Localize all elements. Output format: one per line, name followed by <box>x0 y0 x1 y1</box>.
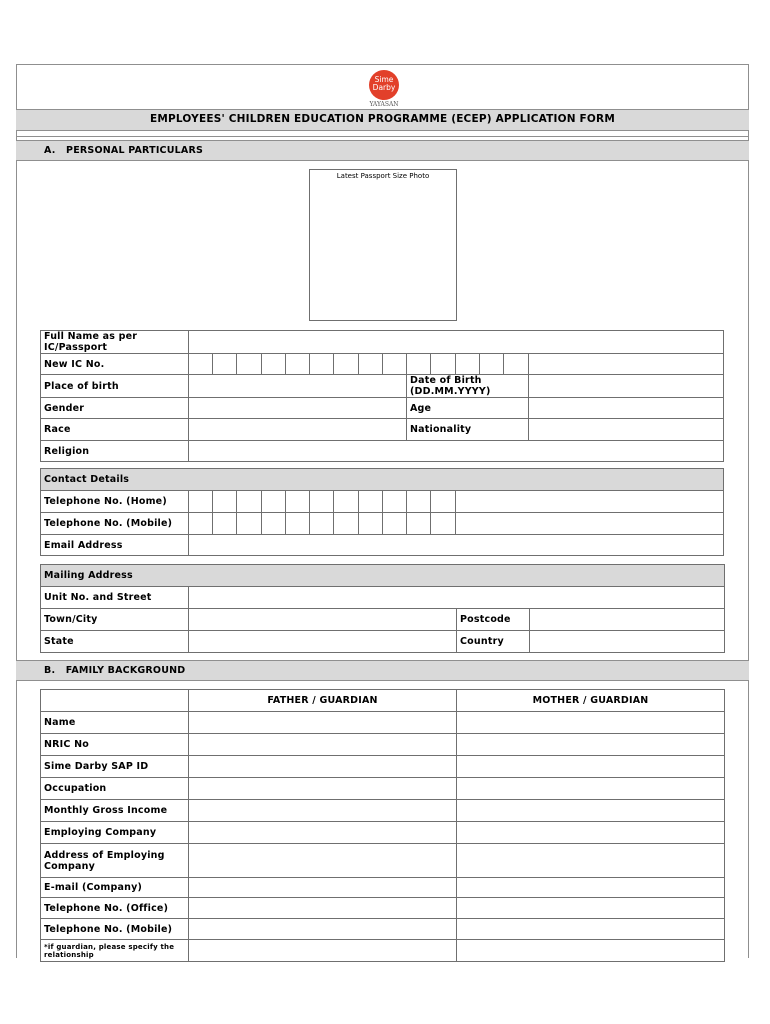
divider <box>16 136 749 137</box>
phone-digit-box[interactable] <box>407 513 431 535</box>
phone-digit-box[interactable] <box>334 491 359 513</box>
father-mobile-field[interactable] <box>189 919 457 940</box>
mother-relationship-field[interactable] <box>457 940 725 962</box>
father-company-address-field[interactable] <box>189 844 457 878</box>
row-label: Name <box>41 712 189 734</box>
gender-field[interactable] <box>189 398 407 419</box>
tel-mobile-blank <box>456 513 724 535</box>
form-title: EMPLOYEES' CHILDREN EDUCATION PROGRAMME (ECEP) APPLICATION FORM <box>149 113 615 125</box>
row-label: Employing Company <box>41 822 189 844</box>
town-city-label: Town/City <box>41 609 189 631</box>
mother-income-field[interactable] <box>457 800 725 822</box>
photo-label: Latest Passport Size Photo <box>336 172 430 180</box>
ic-digit-box[interactable] <box>213 354 237 375</box>
phone-digit-box[interactable] <box>213 513 237 535</box>
guardian-relationship-note: *if guardian, please specify the relationship <box>41 940 189 962</box>
father-company-email-field[interactable] <box>189 878 457 898</box>
phone-digit-box[interactable] <box>359 491 383 513</box>
phone-digit-box[interactable] <box>431 513 456 535</box>
phone-digit-box[interactable] <box>189 491 213 513</box>
logo-line-1: Sime <box>374 75 394 84</box>
ic-blank <box>529 354 724 375</box>
nationality-field[interactable] <box>529 419 724 441</box>
age-label: Age <box>407 398 529 419</box>
row-label: Address of Employing Company <box>41 844 189 878</box>
ic-digit-box[interactable] <box>189 354 213 375</box>
date-of-birth-label: Date of Birth (DD.MM.YYYY) <box>407 375 529 398</box>
father-office-phone-field[interactable] <box>189 898 457 919</box>
sime-darby-logo <box>369 70 399 100</box>
logo-caption: YAYASAN <box>369 101 399 108</box>
phone-digit-box[interactable] <box>431 491 456 513</box>
father-nric-field[interactable] <box>189 734 457 756</box>
tel-mobile-label: Telephone No. (Mobile) <box>41 513 189 535</box>
ic-digit-box[interactable] <box>383 354 407 375</box>
ic-digit-box[interactable] <box>407 354 431 375</box>
postcode-field[interactable] <box>530 609 725 631</box>
race-field[interactable] <box>189 419 407 441</box>
ic-digit-box[interactable] <box>359 354 383 375</box>
mother-company-email-field[interactable] <box>457 878 725 898</box>
section-b-heading: B. FAMILY BACKGROUND <box>44 665 186 676</box>
father-company-field[interactable] <box>189 822 457 844</box>
full-name-label: Full Name as per IC/Passport <box>41 331 189 354</box>
father-relationship-field[interactable] <box>189 940 457 962</box>
phone-digit-box[interactable] <box>237 513 262 535</box>
place-of-birth-field[interactable] <box>189 375 407 398</box>
phone-digit-box[interactable] <box>334 513 359 535</box>
ic-digit-box[interactable] <box>286 354 310 375</box>
unit-street-field[interactable] <box>189 587 725 609</box>
contact-details-table <box>40 468 724 556</box>
family-background-table <box>40 689 725 962</box>
mother-nric-field[interactable] <box>457 734 725 756</box>
postcode-label: Postcode <box>457 609 530 631</box>
row-label: Sime Darby SAP ID <box>41 756 189 778</box>
religion-field[interactable] <box>189 441 724 462</box>
phone-digit-box[interactable] <box>213 491 237 513</box>
father-sap-id-field[interactable] <box>189 756 457 778</box>
phone-digit-box[interactable] <box>383 491 407 513</box>
state-field[interactable] <box>189 631 457 653</box>
phone-digit-box[interactable] <box>189 513 213 535</box>
personal-particulars-table <box>40 330 724 462</box>
phone-digit-box[interactable] <box>262 513 286 535</box>
col-father-guardian: FATHER / GUARDIAN <box>189 690 457 712</box>
unit-street-label: Unit No. and Street <box>41 587 189 609</box>
phone-digit-box[interactable] <box>310 491 334 513</box>
contact-details-header: Contact Details <box>41 469 724 491</box>
mailing-address-table <box>40 564 725 653</box>
ic-digit-box[interactable] <box>504 354 529 375</box>
mailing-address-header: Mailing Address <box>41 565 725 587</box>
full-name-field[interactable] <box>189 331 724 354</box>
ic-digit-box[interactable] <box>456 354 480 375</box>
father-occupation-field[interactable] <box>189 778 457 800</box>
email-label: Email Address <box>41 535 189 556</box>
country-label: Country <box>457 631 530 653</box>
phone-digit-box[interactable] <box>286 513 310 535</box>
town-city-field[interactable] <box>189 609 457 631</box>
phone-digit-box[interactable] <box>359 513 383 535</box>
row-label: Telephone No. (Mobile) <box>41 919 189 940</box>
ic-digit-box[interactable] <box>334 354 359 375</box>
father-income-field[interactable] <box>189 800 457 822</box>
mother-sap-id-field[interactable] <box>457 756 725 778</box>
phone-digit-box[interactable] <box>262 491 286 513</box>
nationality-label: Nationality <box>407 419 529 441</box>
mother-office-phone-field[interactable] <box>457 898 725 919</box>
place-of-birth-label: Place of birth <box>41 375 189 398</box>
phone-digit-box[interactable] <box>407 491 431 513</box>
country-field[interactable] <box>530 631 725 653</box>
tel-home-label: Telephone No. (Home) <box>41 491 189 513</box>
email-field[interactable] <box>189 535 724 556</box>
gender-label: Gender <box>41 398 189 419</box>
religion-label: Religion <box>41 441 189 462</box>
mother-mobile-field[interactable] <box>457 919 725 940</box>
row-label: NRIC No <box>41 734 189 756</box>
new-ic-label: New IC No. <box>41 354 189 375</box>
row-label: Occupation <box>41 778 189 800</box>
row-label: E-mail (Company) <box>41 878 189 898</box>
section-a-heading: A. PERSONAL PARTICULARS <box>44 145 204 156</box>
ic-digit-box[interactable] <box>431 354 456 375</box>
corner-blank <box>41 690 189 712</box>
passport-photo-box[interactable] <box>309 169 457 321</box>
mother-name-field[interactable] <box>457 712 725 734</box>
phone-digit-box[interactable] <box>286 491 310 513</box>
age-field[interactable] <box>529 398 724 419</box>
ic-digit-box[interactable] <box>237 354 262 375</box>
phone-digit-box[interactable] <box>383 513 407 535</box>
mother-company-field[interactable] <box>457 822 725 844</box>
ic-digit-box[interactable] <box>480 354 504 375</box>
ic-digit-box[interactable] <box>310 354 334 375</box>
ic-digit-box[interactable] <box>262 354 286 375</box>
race-label: Race <box>41 419 189 441</box>
state-label: State <box>41 631 189 653</box>
mother-company-address-field[interactable] <box>457 844 725 878</box>
father-name-field[interactable] <box>189 712 457 734</box>
date-of-birth-field[interactable] <box>529 375 724 398</box>
col-mother-guardian: MOTHER / GUARDIAN <box>457 690 725 712</box>
row-label: Monthly Gross Income <box>41 800 189 822</box>
tel-home-blank <box>456 491 724 513</box>
phone-digit-box[interactable] <box>310 513 334 535</box>
mother-occupation-field[interactable] <box>457 778 725 800</box>
logo-line-2: Darby <box>372 83 396 92</box>
phone-digit-box[interactable] <box>237 491 262 513</box>
row-label: Telephone No. (Office) <box>41 898 189 919</box>
